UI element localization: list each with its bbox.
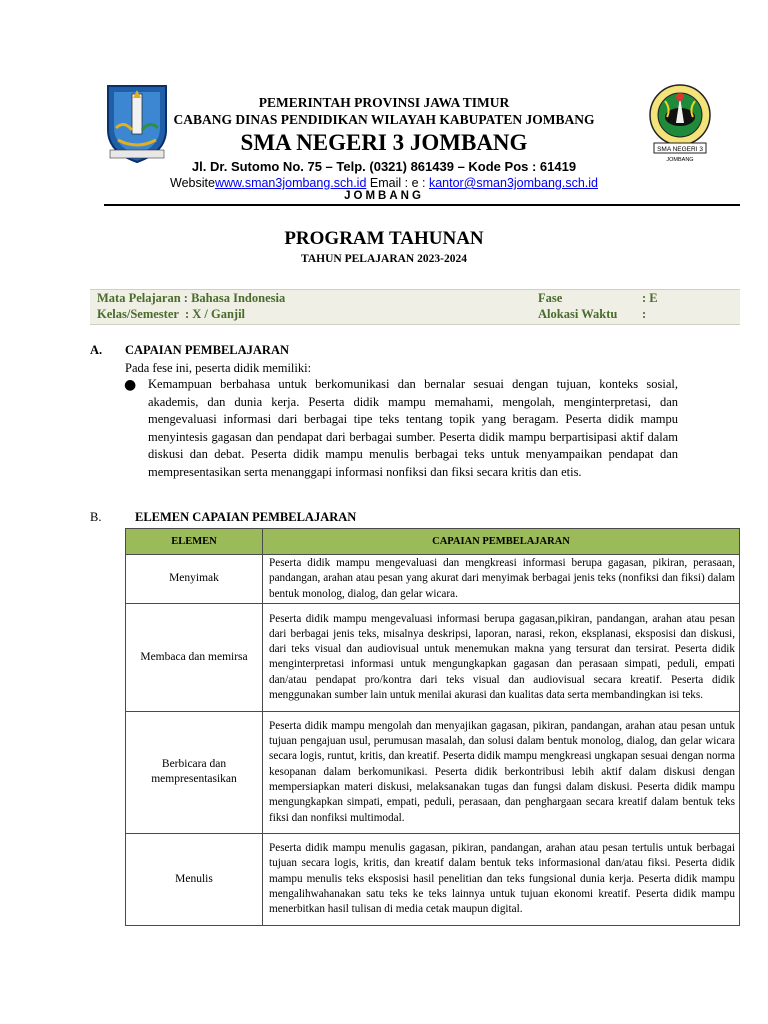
table-header-row <box>126 529 740 555</box>
section-b-letter: B. <box>90 510 102 524</box>
email-link[interactable]: kantor@sman3jombang.sch.id <box>428 176 598 190</box>
outcome-cell: Peserta didik mampu mengevaluasi dan mengkreasi informasi berupa gagasan, pikiran, perasaan, pandangan, arahan atau pesan yang akurat dari menyimak berbagai jenis teks (nonfiksi dan fiksi) dalam bentuk monolog, dialog, dan gelar wicara. <box>263 555 740 604</box>
logo-city-text: JOMBANG <box>666 157 694 163</box>
section-a-title: CAPAIAN PEMBELAJARAN <box>125 343 290 357</box>
element-cell: Berbicara dan mempresentasikan <box>126 711 263 833</box>
email-label: Email : e : <box>366 176 429 190</box>
letterhead-contact <box>0 176 768 190</box>
element-cell: Menulis <box>126 833 263 925</box>
section-b-title: ELEMEN CAPAIAN PEMBELAJARAN <box>135 510 357 524</box>
time-allocation-label: Alokasi Waktu <box>538 307 618 321</box>
element-cell: Menyimak <box>126 555 263 604</box>
website-label: Website <box>170 176 215 190</box>
document-subtitle: TAHUN PELAJARAN 2023-2024 <box>301 253 467 265</box>
table-row <box>126 603 740 711</box>
website-link[interactable]: www.sman3jombang.sch.id <box>214 176 367 190</box>
column-header-elemen: ELEMEN <box>126 529 263 555</box>
letterhead-address: Jl. Dr. Sutomo No. 75 – Telp. (0321) 861439 – Kode Pos : 61419 <box>191 159 577 174</box>
letterhead-school: SMA NEGERI 3 JOMBANG <box>240 130 528 155</box>
table-row <box>126 833 740 925</box>
outcome-cell: Peserta didik mampu mengolah dan menyajikan gagasan, pikiran, pandangan, arahan atau pesan untuk tujuan pengajuan usul, perumusan masalah, dan solusi dalam bentuk monolog, dialog, dan gelar wicara secara logis, runtut, kritis, dan kreatif. Peserta didik mampu mengkreasi ungkapan sesuai dengan norma kesopanan dalam berkomunikasi. Peserta didik berkontribusi lebih aktif dalam diskusi dengan mempersiapkan materi diskusi, melaksanakan tugas dan fungsi dalam diskusi. Peserta didik mampu mengungkapkan simpati, empati, peduli, perasaan, dan penghargaan secara kreatif dalam bentuk teks fiksi dan nonfiksi multimodal. <box>263 711 740 833</box>
outcome-cell: Peserta didik mampu mengevaluasi informasi berupa gagasan,pikiran, pandangan, arahan atau pesan dari berbagai jenis teks, misalnya deskripsi, laporan, narasi, rekon, eksplanasi, eksposisi dan diskusi, dari teks visual dan audiovisual untuk menemukan makna yang tersurat dan tersirat. Peserta didik menginterpretasi informasi untuk mengungkapkan gagasan dan perasaan simpati, peduli, empati dan/atau pendapat pro/kontra dari teks visual dan audiovisual secara kreatif. Peserta didik menggunakan sumber lain untuk menilai akurasi dan kualitas data serta membandingkan isi teks. <box>263 603 740 711</box>
time-allocation-value: : <box>642 307 647 321</box>
section-a-bullet: Kemampuan berbahasa untuk berkomunikasi dan bernalar sesuai dengan tujuan, konteks sosial, akademis, dan dunia kerja. Peserta didik mampu memahami, mengolah, menginterpretasi, dan mengevaluasi informasi dari berbagai tipe teks tentang topik yang beragam. Peserta didik mampu menyintesis gagasan dan pendapat dari berbagai sumber. Peserta didik mampu berpartisipasi aktif dalam diskusi dan debat. Peserta didik mampu menulis berbagai teks untuk menyampaikan pendapat dan mempresentasikan serta menanggapi informasi nonfiksi dan fiksi secara kritis dan etis. <box>148 377 678 479</box>
table-row <box>126 555 740 604</box>
document-title: PROGRAM TAHUNAN <box>284 228 484 249</box>
letterhead-province: PEMERINTAH PROVINSI JAWA TIMUR <box>258 95 510 110</box>
letterhead-branch: CABANG DINAS PENDIDIKAN WILAYAH KABUPATEN JOMBANG <box>173 112 595 127</box>
learning-outcomes-table <box>125 528 740 926</box>
class-semester-label: Kelas/Semester : X / Ganjil <box>97 307 246 321</box>
phase-value: : E <box>642 291 658 305</box>
logo-school-text: SMA NEGERI 3 <box>657 146 703 153</box>
bullet-icon: ● <box>124 377 137 393</box>
subject-label: Mata Pelajaran : Bahasa Indonesia <box>97 291 286 305</box>
column-header-capaian: CAPAIAN PEMBELAJARAN <box>263 529 740 555</box>
section-a-intro: Pada fese ini, peserta didik memiliki: <box>125 361 312 375</box>
outcome-cell: Peserta didik mampu menulis gagasan, pikiran, pandangan, arahan atau pesan tertulis untuk berbagai tujuan secara logis, kritis, dan kreatif dalam bentuk teks informasional dan/atau fiksi. Peserta didik mampu menulis teks eksposisi hasil penelitian dan teks fungsional dunia kerja. Peserta didik mampu mengalihwahanakan satu teks ke teks lainnya untuk tujuan ekonomi kreatif. Peserta didik mampu menerbitkan hasil tulisan di media cetak maupun digital. <box>263 833 740 925</box>
section-a-letter: A. <box>90 343 103 357</box>
element-cell: Membaca dan memirsa <box>126 603 263 711</box>
phase-label: Fase <box>538 291 563 305</box>
table-row <box>126 711 740 833</box>
letterhead-divider <box>104 204 740 206</box>
letterhead-city: JOMBANG <box>344 190 424 202</box>
